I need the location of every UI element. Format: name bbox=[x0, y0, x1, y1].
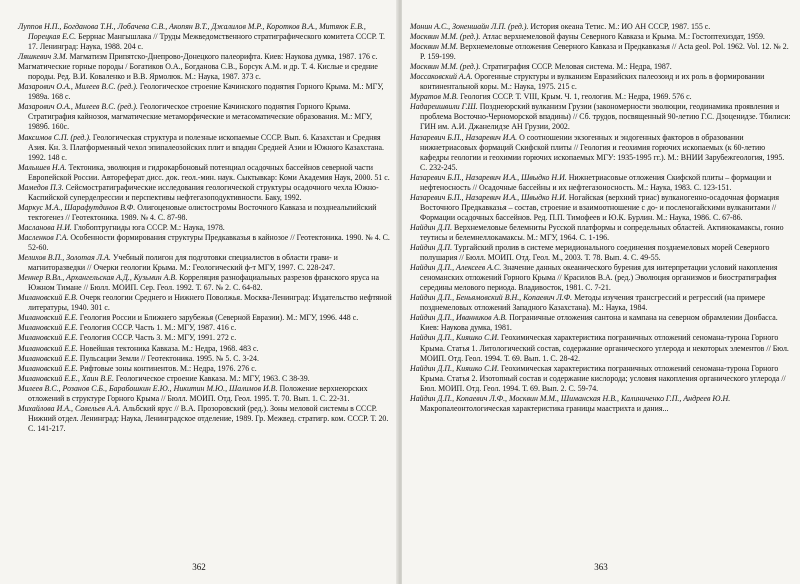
bibliography-entry bbox=[18, 404, 392, 434]
left-page bbox=[0, 0, 398, 584]
bibliography-entry bbox=[410, 72, 792, 92]
bibliography-entry bbox=[18, 364, 392, 374]
entry-authors: Малышев Н.А. bbox=[18, 162, 67, 172]
entry-authors: Милановский Е.В. bbox=[18, 293, 78, 303]
entry-authors: Монин А.С., Зоненшайн Л.П. (ред.). bbox=[410, 22, 529, 31]
entry-text: История океана Тетис. М.: ИО АН СССР, 1987. 155 с. bbox=[528, 22, 711, 31]
bibliography-entry bbox=[18, 203, 392, 223]
entry-authors: Найдин Д.П., Кияшко С.И. bbox=[410, 363, 500, 373]
entry-text: Верхнемеловые отложения Северного Кавказа и Предкавказья // Acta geol. Pol. 1962. Vol. 12. № 2. P. 159-199. bbox=[420, 42, 789, 62]
entry-authors: Милановский Е.Е. bbox=[18, 313, 78, 323]
entry-text: Учебный полигон для подготовки специалистов в области грави- и магниторазведки // Очерки геологии Крыма. М.: Геологический ф-т МГУ, 1997. С. 228-247. bbox=[28, 253, 338, 273]
entry-authors: Назаревич Б.П., Назаревич И.А. bbox=[410, 132, 518, 142]
bibliography-entry bbox=[410, 263, 792, 293]
entry-authors: Найдин Д.П. bbox=[410, 243, 453, 253]
bibliography-entry bbox=[18, 52, 392, 62]
entry-authors: Милановский Е.Е. bbox=[18, 323, 78, 333]
bibliography-entry bbox=[410, 223, 792, 243]
entry-authors: Меннер В.Вл., Архангельская А.Д., Кузьмин А.В. bbox=[18, 273, 178, 283]
entry-authors: Маркус М.А., Шарафутдинов В.Ф. bbox=[18, 202, 136, 212]
entry-authors: Милановский Е.Е. bbox=[18, 353, 78, 363]
bibliography-entry bbox=[18, 313, 392, 323]
bibliography-entry bbox=[18, 253, 392, 273]
entry-text: Магматизм Припятско-Днепрово-Донецкого палеорифта. Киев: Наукова думка, 1987. 176 с. bbox=[67, 52, 378, 62]
entry-text: Орогенные структуры и вулканизм Евразийских палеозоид и их роль в формировании континентальной коры. М.: Наука, 1975. 215 с. bbox=[420, 72, 765, 92]
right-bibliography-list bbox=[410, 22, 792, 414]
bibliography-entry bbox=[18, 384, 392, 404]
entry-text: Сейсмостратиграфические исследования геологической структуры осадочного чехла Южно-Каспийской суперделрессии и перспективы нефтегазоподуктивности. Баку, 1992. bbox=[28, 182, 379, 202]
entry-authors: Надареишвили Г.Ш. bbox=[410, 102, 478, 112]
bibliography-entry bbox=[18, 102, 392, 132]
entry-authors: Ляшкевич З.М. bbox=[18, 52, 68, 62]
bibliography-entry bbox=[18, 273, 392, 293]
bibliography-entry bbox=[18, 354, 392, 364]
bibliography-entry bbox=[410, 243, 792, 263]
entry-authors: Михайлова И.А., Савельев А.А. bbox=[18, 403, 121, 413]
entry-text: Верхнемеловые белемниты Русской платформы и сопредельных областей. Актинокамаксы, гонио теутисы и белемнеллокамаксы. М.: МГУ, 1964. С. 1-196. bbox=[420, 222, 784, 242]
entry-authors: Мелихов В.П., Золотая Л.А. bbox=[18, 253, 111, 263]
entry-text: Корреляция разнофациальных разрезов франского яруса на Южном Тимане // Бюлл. МОИП. Сер. Геол. 1992. Т. 67. № 2. С. 64-82. bbox=[28, 273, 379, 293]
bibliography-entry bbox=[18, 133, 392, 163]
entry-authors: Найдин Д.П., Беньямовский В.Н., Копаевич Л.Ф. bbox=[410, 293, 573, 303]
bibliography-entry bbox=[18, 233, 392, 253]
entry-text: Геология СССР. Часть 1. М.: МГУ, 1987. 416 с. bbox=[77, 323, 237, 333]
entry-text: Методы изучения трансгрессий и регрессий (на примере позднемеловых отложений Западного Казахстана). М.: Наука, 1984. bbox=[420, 293, 766, 313]
bibliography-entry bbox=[410, 173, 792, 193]
entry-text: Геохимическая характеристика пограничных отложений сеномана-турона Горного Крыма. Статья 1. Литологический состав, содержание органического углерода и некоторых элементов // Бюл. МОИП. Отд. Геол. 1994. Т. 69. Вып. 1. С. 28-42. bbox=[420, 333, 789, 363]
entry-authors: Найдин Д.П., Копаевич Л.Ф., Москвин М.М., Шиманская Н.В., Калиниченко Г.П., Андреев Ю.Н. bbox=[410, 393, 731, 403]
entry-text: Геология СССР. Т. VIII, Крым. Ч. 1, геология. М.: Недра, 1969. 576 с. bbox=[458, 92, 692, 102]
bibliography-entry bbox=[18, 163, 392, 183]
entry-authors: Назаревич Б.П., Назаревич И.А., Швыдко Н.И. bbox=[410, 172, 567, 182]
entry-text: Геологическое строение Качинского поднятия Горного Крыма. Стратиграфия кайнозоя, магматические метаморфические и метасоматические образования. М.: МГУ, 1989б. 160с. bbox=[28, 102, 373, 132]
entry-authors: Масланова Н.И. bbox=[18, 222, 72, 232]
bibliography-entry bbox=[18, 374, 392, 384]
entry-text: Позднеюрский вулканизм Грузии (закономерности эволюции, геодинамика проявления и проблема Восточно-Черноморской впадины) // Сб. трудов, посвященный 90-летию Г.С. Дзоценидзе. Тбилиси: ГИН им. А.И. Джанелидзе АН Грузии, 2002. bbox=[420, 102, 791, 132]
bibliography-entry bbox=[18, 344, 392, 354]
entry-text: Стратиграфия СССР. Меловая система. М.: Недра, 1987. bbox=[480, 62, 672, 72]
bibliography-entry bbox=[410, 92, 792, 102]
bibliography-entry bbox=[18, 223, 392, 233]
entry-authors: Москвин М.М. (ред.). bbox=[410, 32, 481, 42]
entry-authors: Муратов М.В. bbox=[410, 92, 459, 102]
entry-text: Альбский ярус // В.А. Прозоровский (ред.). Зоны меловой системы в СССР. Нижний отдел. Ленинград: Наука, Ленинградское отделение, 1989. Гр. Межвед. стратигр. ком. СССР. Т. 20. С. 141-217. bbox=[28, 403, 389, 433]
entry-authors: Мазарович О.А., Милеев В.С. (ред.). bbox=[18, 82, 138, 92]
bibliography-entry bbox=[410, 133, 792, 173]
entry-authors: Найдин Д.П., Кияшко С.И. bbox=[410, 333, 500, 343]
entry-text: Геохимическая характеристика пограничных отложений сеномана-турона Горного Крыма. Статья 2. Изотопный состав и содержание кислорода; условия накопления органического углерода // Бюл. МОИП. Отд. Геол. 1994. Т. 69. Вып. 2. С. 59-74. bbox=[420, 363, 786, 393]
bibliography-entry bbox=[410, 62, 792, 72]
bibliography-entry bbox=[410, 364, 792, 394]
entry-text: Пульсации Земли // Геотектоника. 1995. № 5. С. 3-24. bbox=[77, 353, 259, 363]
entry-text: Олигоценовые олистостромы Восточного Кавказа и позднеальпийский тектогенез // Геотектоника. 1989. № 4. С. 87-98. bbox=[28, 202, 377, 222]
entry-text: Нижнетриасовые отложения Скифской плиты – формации и нефтеносность // Осадочные бассейны и их нефтегазоносность. М.: Наука, 1983. С. 123-151. bbox=[420, 172, 772, 192]
entry-authors: Назаревич Б.П., Назаревич И.А., Швыдко Н.И. bbox=[410, 192, 567, 202]
right-page bbox=[402, 0, 800, 584]
entry-authors: Милановский Е.Е. bbox=[18, 363, 78, 373]
bibliography-entry bbox=[18, 293, 392, 313]
entry-text: Рифтовые зоны континентов. М.: Недра, 1976. 276 с. bbox=[77, 363, 257, 373]
entry-authors: Москвин М.М. bbox=[410, 42, 458, 52]
bibliography-entry bbox=[410, 293, 792, 313]
entry-text: Новейшая тектоника Кавказа. М.: Недра, 1968. 483 с. bbox=[77, 343, 259, 353]
bibliography-entry bbox=[18, 22, 392, 52]
bibliography-entry bbox=[18, 333, 392, 343]
left-bibliography-list bbox=[18, 22, 392, 434]
entry-authors: Моссаковский А.А. bbox=[410, 72, 473, 82]
entry-authors: Милеев В.С., Розанов С.Б., Барабошкин Е.Ю., Никитин М.Ю., Шалимов И.В. bbox=[18, 383, 278, 393]
entry-authors: Найдин Д.П., Иванников А.В. bbox=[410, 313, 508, 323]
entry-text: Значение данных океанического бурения для интерпретации условий накопления сеноманских отложений Горного Крыма // Красилов В.А. (ред.) Эволюция организмов и биостратиграфия середины мелового периода. Владивосток, 1981. С. 7-21. bbox=[420, 263, 778, 293]
entry-text: О соотношении экзогенных и эндогенных факторов в образовании нижнетриасовых формаций Скифской плиты // Геология и геохимия горючих ископаемых (к 60-летию кафедры геологии и геохимии горючих ископаемых МГУ: 1935-1995 гг.). М.: ВНИИ Зарубежгеология, 1995. С. 232-245. bbox=[420, 132, 785, 172]
bibliography-entry bbox=[18, 183, 392, 203]
entry-authors: Москвин М.М. (ред.). bbox=[410, 62, 481, 72]
bibliography-entry bbox=[410, 193, 792, 223]
entry-authors: Максимов С.П. (ред.). bbox=[18, 132, 91, 142]
entry-authors: Мамедов П.З. bbox=[18, 182, 64, 192]
bibliography-entry bbox=[18, 82, 392, 102]
bibliography-entry bbox=[18, 62, 392, 82]
bibliography-entry bbox=[410, 22, 792, 32]
entry-text: Особенности формирования структуры Предкавказья в кайнозое // Геотектоника. 1990. № 4. С. 52-60. bbox=[28, 232, 390, 253]
entry-text: Геология России и Ближнего зарубежья (Северной Евразии). М.: МГУ, 1996. 448 с. bbox=[77, 313, 359, 323]
entry-authors: Мазарович О.А., Милеев В.С. (ред.). bbox=[18, 102, 138, 112]
right-page-number: 363 bbox=[594, 562, 608, 572]
left-page-number: 362 bbox=[192, 562, 206, 572]
entry-text: Магматические горные породы / Богатиков О.А., Богданова С.В., Борсук А.М. и др. Т. 4. Кислые и средние породы. Ред. В.И. Коваленко и В.В. Ярмолюк. М.: Наука, 1987. 373 с. bbox=[18, 62, 378, 82]
entry-text: Геология СССР. Часть 3. М.: МГУ, 1991. 272 с. bbox=[77, 333, 237, 343]
entry-text: Очерк геологии Среднего и Нижнего Поволжья. Москва-Ленинград: Издательство нефтяной литературы, 1940. 301 с. bbox=[28, 293, 392, 313]
bibliography-entry bbox=[410, 394, 792, 414]
entry-authors: Милановский Е.Е. bbox=[18, 343, 78, 353]
entry-text: Тектоника, эволюция и гидрокарбоновый потенциал осадочных бассейнов северной части Европейской России. Автореферат дисс. док. геол.-мин. наук. Сыктывкар: Коми Академия Наук, 2000. 51 с. bbox=[28, 162, 390, 182]
entry-authors: Масленков Г.А. bbox=[18, 232, 69, 242]
entry-authors: Милановский Е.Е. bbox=[18, 333, 78, 343]
bibliography-entry bbox=[18, 323, 392, 333]
entry-text: Тургайский пролив в системе меридионального соединения позднемеловых морей Северного полушария // Бюлл. МОИП. Отд. Геол. М., 2003. Т. 78. Вып. 4. С. 49-55. bbox=[420, 243, 770, 263]
bibliography-entry bbox=[410, 32, 792, 42]
bibliography-entry bbox=[410, 313, 792, 333]
entry-text: Геологическое строение Кавказа. М.: МГУ, 1963. С 38-39. bbox=[113, 373, 310, 383]
entry-text: Геологическая структура и полезные ископаемые СССР. Вып. 6. Казахстан и Средняя Азия. Кн. 3. Платформенный чехол эпипалеозойских плит и впадин Средней Азии и Южного Казахстана. 1992. 148 с. bbox=[28, 132, 385, 162]
entry-text: Атлас верхнемеловой фауны Северного Кавказа и Крыма. М.: Гостоптехиздат, 1959. bbox=[480, 32, 765, 42]
entry-authors: Найдин Д.П. bbox=[410, 222, 453, 232]
entry-text: Положение верхнеюрских отложений в структуре Горного Крыма // Бюлл. МОИП. Отд. Геол. 1995. Т. 70. Вып. 1. С. 22-31. bbox=[28, 383, 368, 403]
bibliography-entry bbox=[410, 102, 792, 132]
entry-authors: Луппов Н.П., Богданова Т.Н., Лобачева С.В., Акопян В.Т., Джалилов М.Р., Коротков В.А., Митяюк Е.В., Порецкая Е.С. bbox=[18, 22, 366, 42]
bibliography-entry bbox=[410, 333, 792, 363]
entry-text: Глобоптругниды юга СССР. М.: Наука, 1978. bbox=[71, 222, 225, 232]
entry-text: Пограничные отложения сантона и кампана на северном обрамлении Донбасса. Киев: Наукова думка, 1981. bbox=[420, 313, 778, 333]
bibliography-entry bbox=[410, 42, 792, 62]
entry-authors: Милановский Е.Е., Хаин В.Е. bbox=[18, 373, 114, 383]
entry-text: Беррнас Мангышлака // Труды Межведомственного стратиграфического комитета СССР. Т. 17. Ленинград: Наука, 1988. 204 с. bbox=[28, 32, 385, 52]
entry-text: Геологическое строение Качинского поднятия Горного Крыма. М.: МГУ, 1989а. 168 с. bbox=[28, 82, 384, 102]
entry-authors: Найдин Д.П., Алексеев А.С. bbox=[410, 263, 502, 273]
entry-text: Макропалеонтологическая характеристика границы маастрихта и дания... bbox=[420, 403, 669, 413]
entry-text: Ногайская (верхний триас) вулканогенно-осадочная формация Восточного Предкавказья – состав, строение и взаимоотношение с до- и посленогайскими вулканитами // Формации осадочных бассейнов. Ред. П.П. Тимофеев и Ю.К. Бурлин. М.: Наука, 1986. С. 67-86. bbox=[420, 192, 780, 222]
